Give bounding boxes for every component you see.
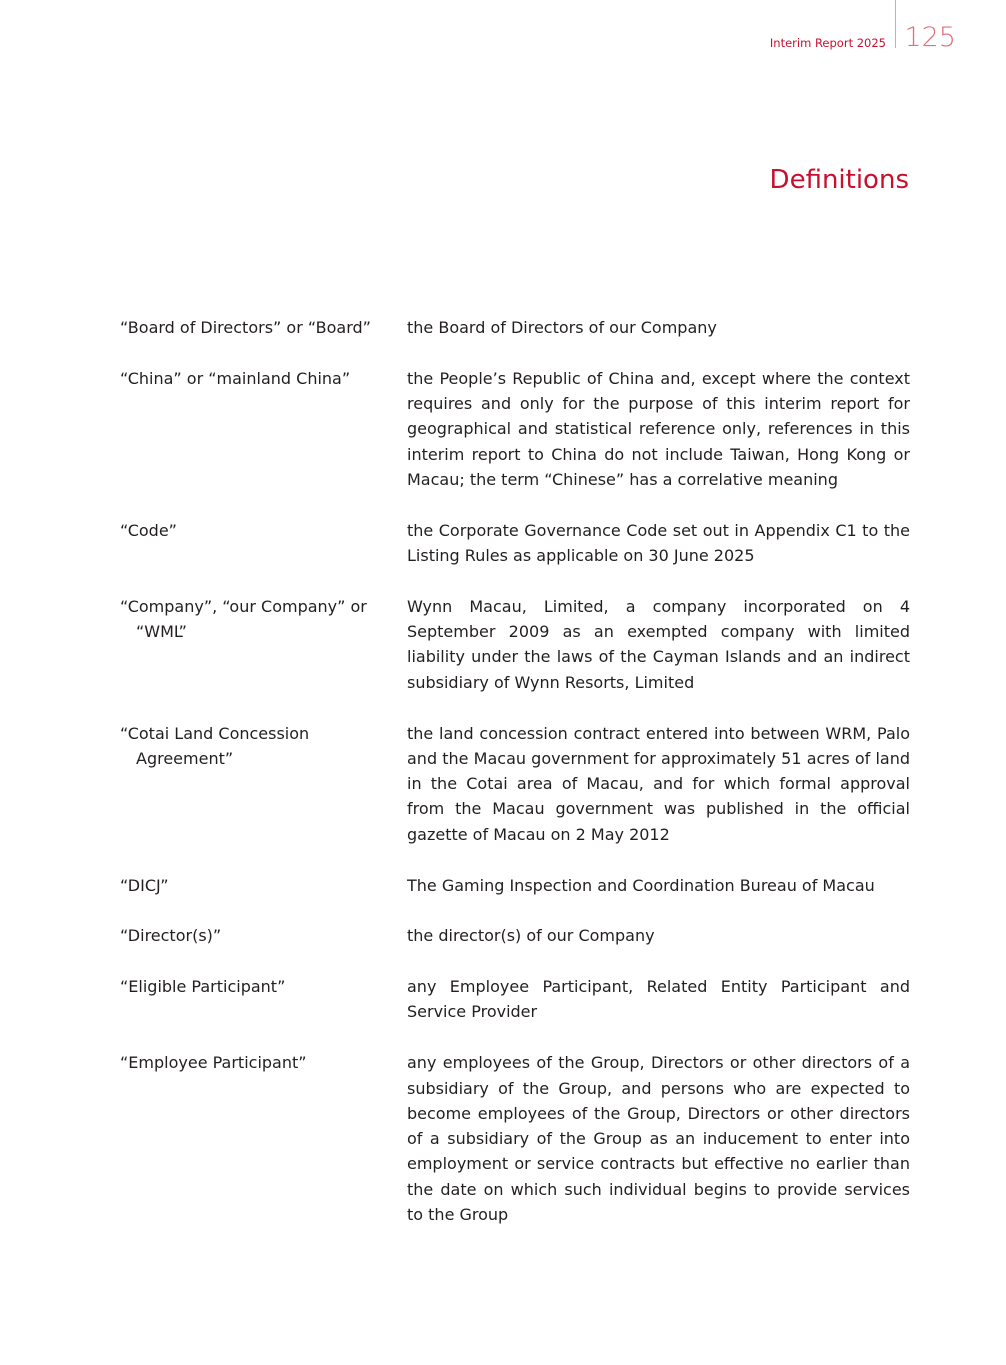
definition-description: The Gaming Inspection and Coordination Bureau of Macau	[407, 875, 875, 895]
definition-description: the director(s) of our Company	[407, 926, 655, 946]
definition-description: any employees of the Group, Directors or other directors of a subsidiary of the Group, and persons who are expected to become employees of the Group, Directors or other directors of a subsidiary of the Group as an inducement to enter into employment or service contracts but effective no earlier than the date on which such individual begins to provide services to the Group	[407, 1053, 910, 1225]
definition-row	[120, 594, 910, 695]
report-label: Interim Report 2025	[769, 36, 886, 50]
definition-row	[120, 315, 910, 340]
definition-term: “DICJ”	[120, 875, 169, 895]
definition-term: “Board of Directors” or “Board”	[120, 318, 371, 337]
definition-term: “Cotai Land Concession Agreement”	[120, 723, 310, 768]
definition-description: the Board of Directors of our Company	[407, 318, 717, 337]
header-divider	[895, 0, 896, 48]
definitions-list	[120, 315, 910, 1253]
definition-row	[120, 518, 910, 569]
definition-row	[120, 1050, 910, 1227]
definition-description: the land concession contract entered into between WRM, Palo and the Macau government for approximately 51 acres of land in the Cotai area of Macau, and for which formal approval from the Macau government was published in the official gazette of Macau on 2 May 2012	[407, 723, 910, 844]
page-number: 125	[904, 22, 956, 53]
definition-term: “China” or “mainland China”	[120, 368, 351, 388]
definition-description: the Corporate Governance Code set out in Appendix C1 to the Listing Rules as applicable on 30 June 2025	[407, 520, 910, 566]
definition-row	[120, 923, 910, 948]
definition-row	[120, 873, 910, 898]
definition-description: any Employee Participant, Related Entity Participant and Service Provider	[407, 977, 910, 1022]
definition-term: “Code”	[120, 520, 177, 540]
definition-term: “Company”, “our Company” or “WML”	[120, 596, 367, 642]
page-header	[706, 0, 1006, 60]
definition-term: “Eligible Participant”	[120, 977, 286, 997]
definition-row	[120, 366, 910, 492]
definition-description: Wynn Macau, Limited, a company incorporated on 4 September 2009 as an exempted company with limited liability under the laws of the Cayman Islands and an indirect subsidiary of Wynn Resorts, Limited	[407, 596, 910, 692]
definition-term: “Employee Participant”	[120, 1053, 307, 1073]
definition-row	[120, 721, 910, 847]
definition-row	[120, 974, 910, 1025]
definition-term: “Director(s)”	[120, 926, 222, 946]
page-title: Definitions	[769, 165, 909, 195]
definition-description: the People’s Republic of China and, except where the context requires and only for the purpose of this interim report for geographical and statistical reference only, references in this interim report to China do not include Taiwan, Hong Kong or Macau; the term “Chinese” has a correlative meaning	[407, 368, 910, 489]
